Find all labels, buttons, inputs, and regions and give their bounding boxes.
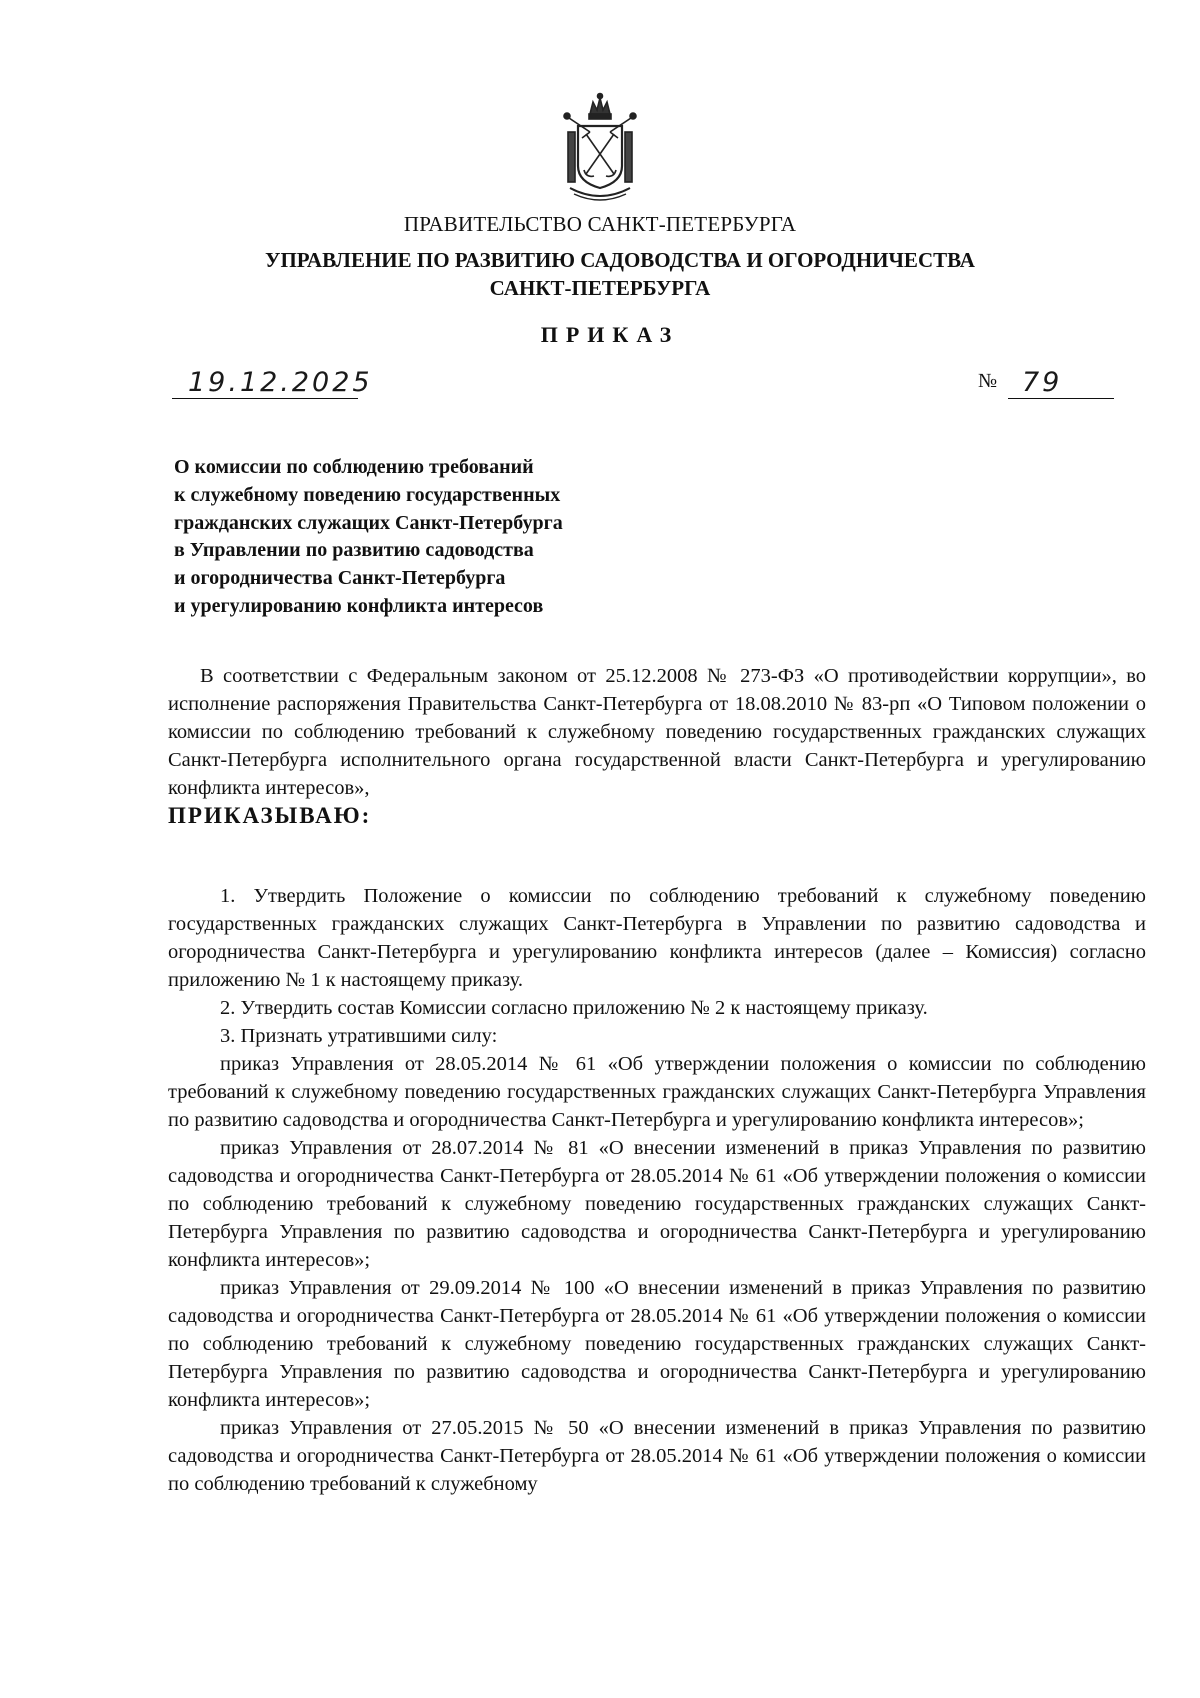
preamble-text: В соответствии с Федеральным законом от 25.12.2008 № 273-ФЗ «О противодействии коррупции», во исполнение распоряжения Правительства Санкт-Петербурга от 18.08.2010 № 83-рп «О Типовом положении о комиссии по соблюдению требований к служебному поведению государственных гражданских служащих Санкт-Петербурга исполнительного органа государственной власти Санкт-Петербурга и урегулированию конфликта интересов»,	[168, 665, 1146, 799]
item-1: 1. Утвердить Положение о комиссии по соблюдению требований к служебному поведению государственных гражданских служащих Санкт-Петербурга в Управлении по развитию садоводства и огородничества Санкт-Петербурга и урегулированию конфликта интересов (далее – Комиссия) согласно приложению № 1 к настоящему приказу.	[168, 885, 1146, 991]
order-items	[168, 882, 1146, 1498]
subject-line: и урегулированию конфликта интересов	[174, 594, 544, 617]
subject-line: в Управлении по развитию садоводства	[174, 539, 534, 562]
order-number-label: №	[978, 370, 998, 392]
government-name: ПРАВИТЕЛЬСТВО САНКТ-ПЕТЕРБУРГА	[403, 212, 797, 236]
preamble-block	[168, 662, 1146, 830]
repealed-order: приказ Управления от 27.05.2015 № 50 «О внесении изменений в приказ Управления по развитию садоводства и огородничества Санкт-Петербурга от 28.05.2014 № 61 «Об утверждении положения о комиссии по соблюдению требований к служебному	[168, 1417, 1146, 1495]
order-subject	[174, 454, 694, 621]
repealed-order: приказ Управления от 29.09.2014 № 100 «О внесении изменений в приказ Управления по развитию садоводства и огородничества Санкт-Петербурга от 28.05.2014 № 61 «Об утверждении положения о комиссии по соблюдению требований к служебному поведению государственных гражданских служащих Санкт-Петербурга Управления по развитию садоводства и огородничества Санкт-Петербурга и урегулированию конфликта интересов»;	[168, 1277, 1146, 1411]
directive-word: ПРИКАЗЫВАЮ:	[168, 803, 372, 828]
order-number-field	[1008, 360, 1114, 399]
subject-line: О комиссии по соблюдению требований	[174, 456, 534, 478]
department-name-line2: САНКТ-ПЕТЕРБУРГА	[489, 276, 711, 300]
subject-line: к служебному поведению государственных	[174, 483, 561, 506]
repealed-order: приказ Управления от 28.05.2014 № 61 «Об утверждении положения о комиссии по соблюдению требований к служебному поведению государственных гражданских служащих Санкт-Петербурга Управления по развитию садоводства и огородничества Санкт-Петербурга и урегулированию конфликта интересов»;	[168, 1053, 1146, 1131]
department-name-line1: УПРАВЛЕНИЕ ПО РАЗВИТИЮ САДОВОДСТВА И ОГОРОДНИЧЕСТВА	[265, 248, 975, 272]
item-3: 3. Признать утратившими силу:	[220, 1025, 498, 1047]
order-date: 19.12.2025	[188, 367, 373, 398]
document-type-title: ПРИКАЗ	[540, 322, 680, 347]
subject-line: и огородничества Санкт-Петербурга	[174, 567, 506, 590]
repealed-order: приказ Управления от 28.07.2014 № 81 «О внесении изменений в приказ Управления по развитию садоводства и огородничества Санкт-Петербурга от 28.05.2014 № 61 «Об утверждении положения о комиссии по соблюдению требований к служебному поведению государственных гражданских служащих Санкт-Петербурга Управления по развитию садоводства и огородничества Санкт-Петербурга и урегулированию конфликта интересов»;	[168, 1137, 1146, 1271]
item-2: 2. Утвердить состав Комиссии согласно приложению № 2 к настоящему приказу.	[220, 997, 928, 1019]
order-date-field	[172, 362, 373, 399]
saint-petersburg-coat-of-arms-icon	[560, 92, 640, 204]
subject-line: гражданских служащих Санкт-Петербурга	[174, 511, 563, 534]
order-number: 79	[1022, 367, 1063, 398]
